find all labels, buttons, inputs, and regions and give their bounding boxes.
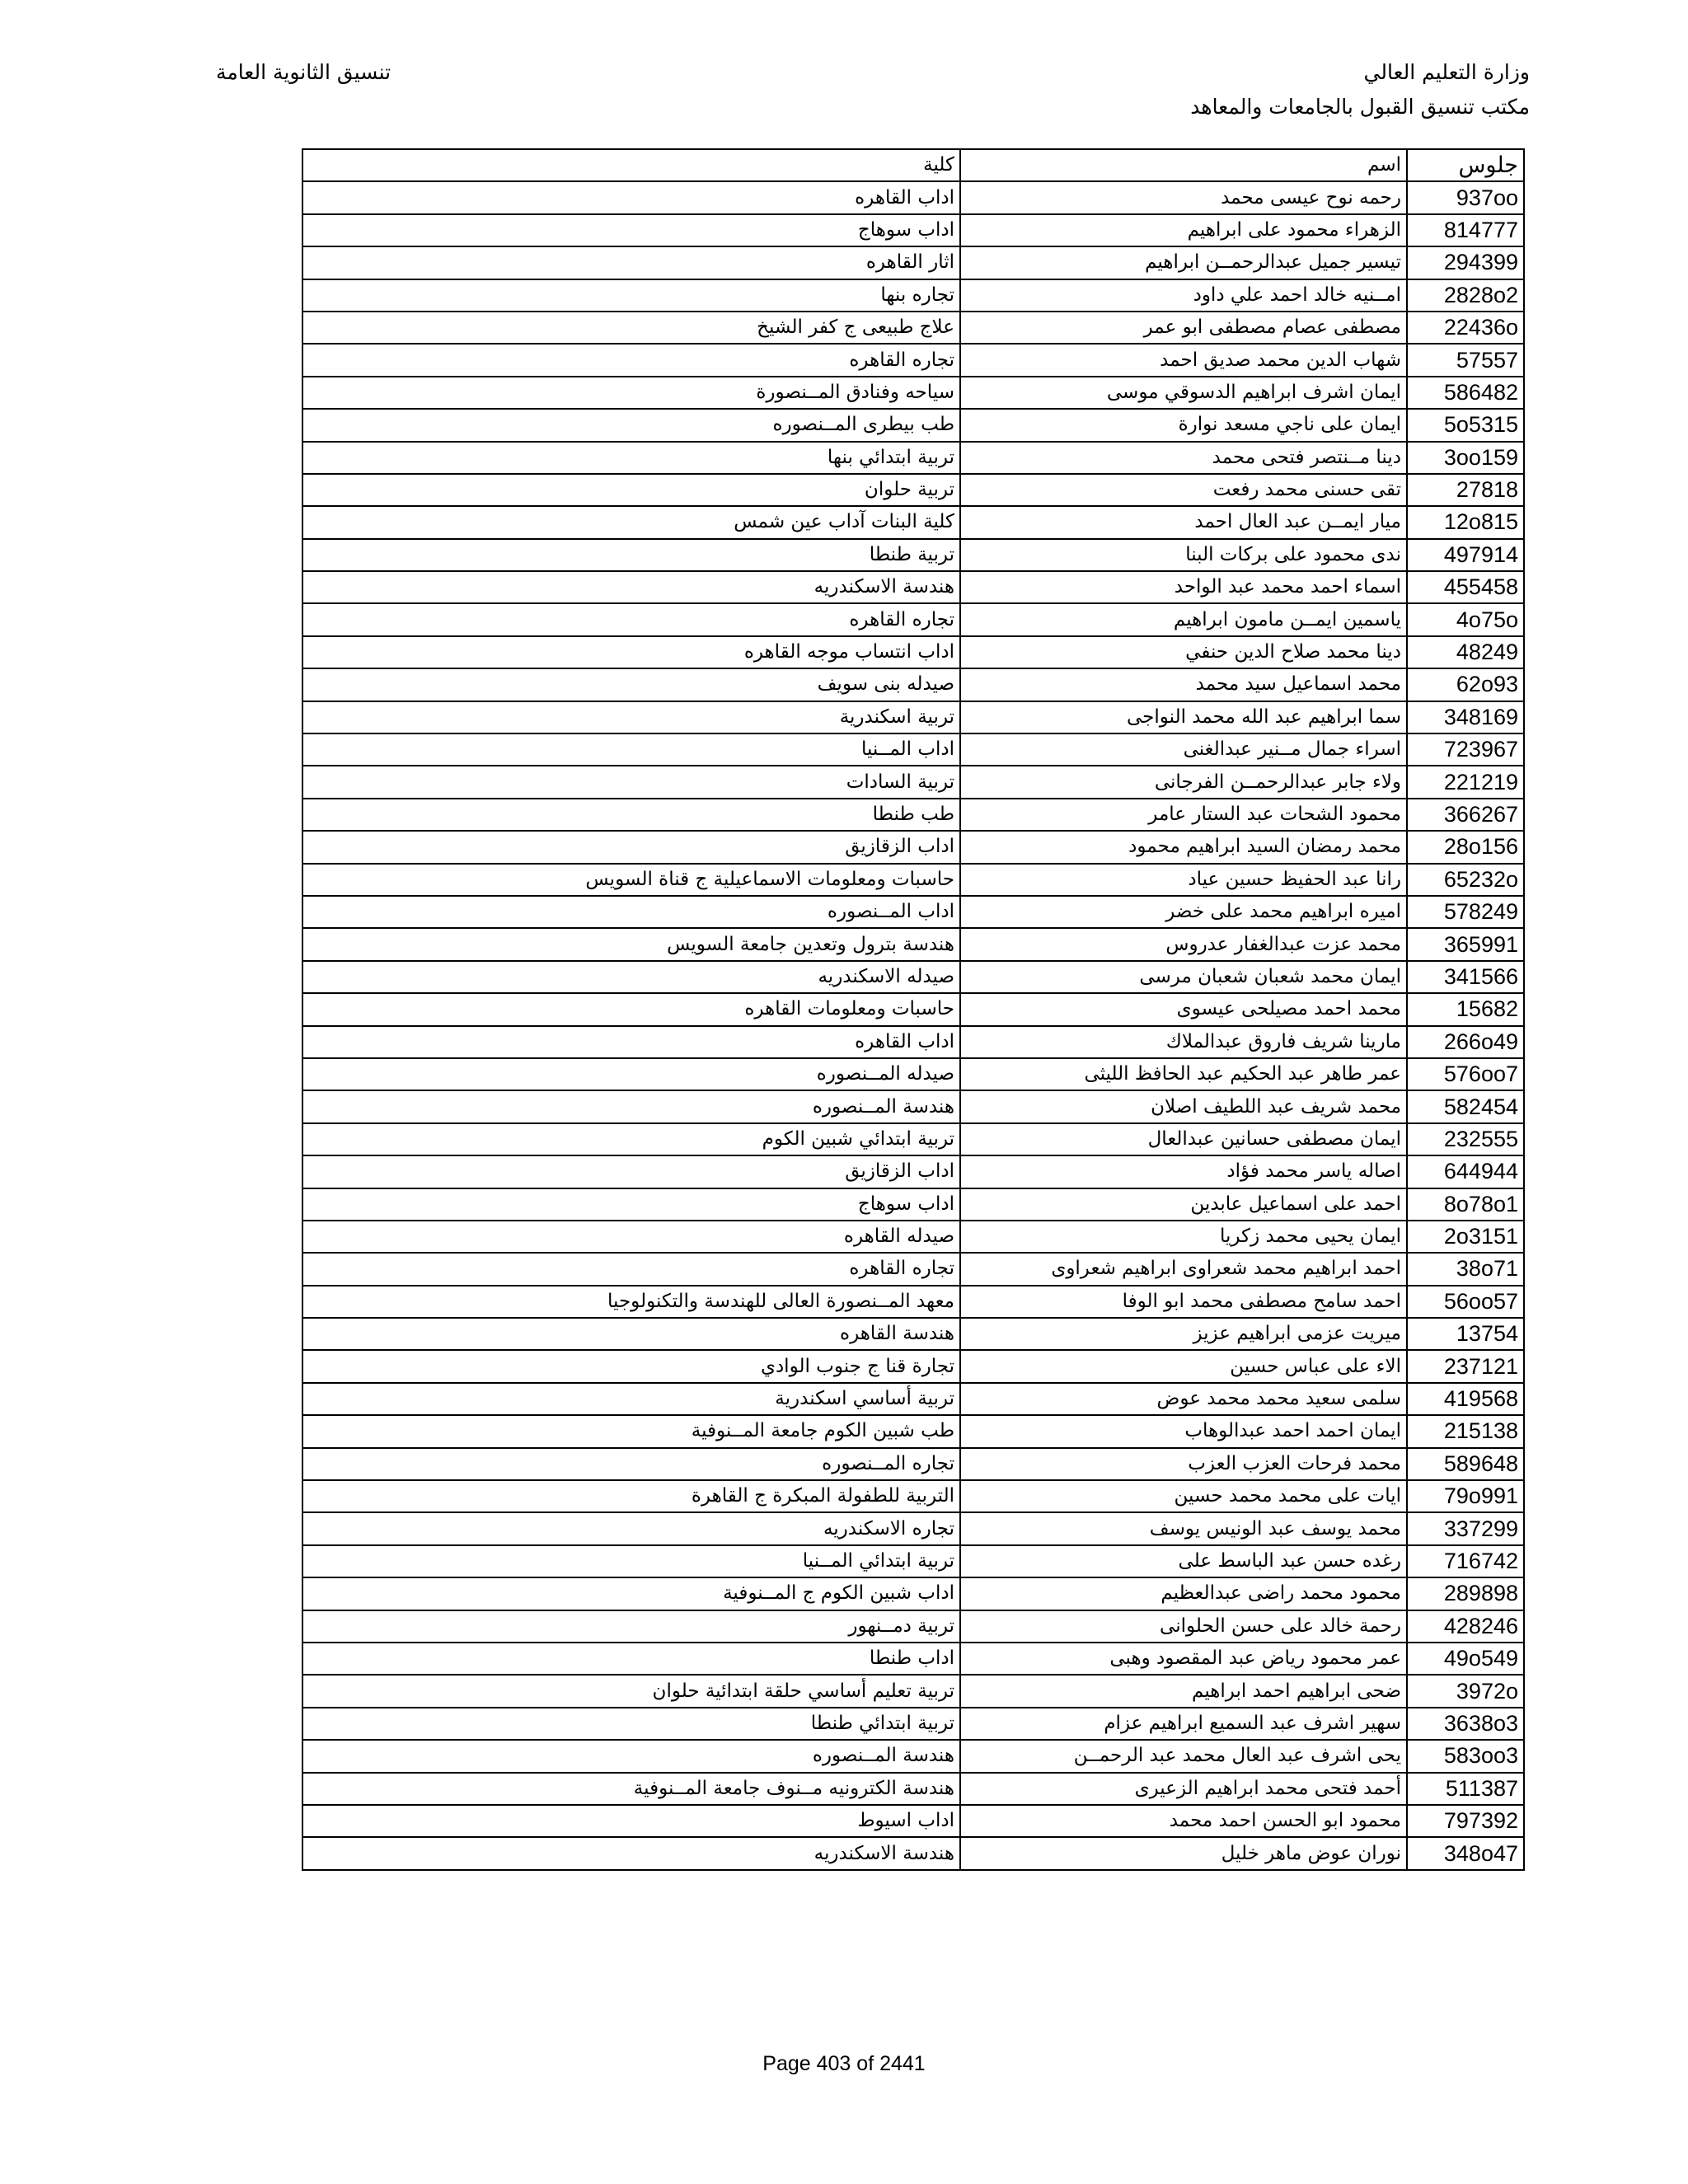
college-cell: هندسة بترول وتعدين جامعة السويس	[302, 928, 960, 960]
college-cell: اداب سوهاج	[302, 214, 960, 246]
table-row	[302, 506, 1524, 538]
seat-number-cell: 62o93	[1407, 668, 1524, 701]
student-name-cell: سلمى سعيد محمد محمد عوض	[960, 1383, 1407, 1415]
college-cell: تربية اسكندرية	[302, 701, 960, 733]
seat-number-cell: 221219	[1407, 766, 1524, 798]
table-row	[302, 409, 1524, 441]
table-row	[302, 1837, 1524, 1869]
seat-number-cell: 13754	[1407, 1318, 1524, 1350]
seat-number-cell: 38o71	[1407, 1253, 1524, 1285]
seat-number-cell: 576oo7	[1407, 1058, 1524, 1090]
table-row	[302, 1675, 1524, 1707]
page-number: Page 403 of 2441	[762, 2052, 926, 2075]
college-cell: طب بيطرى المــنصوره	[302, 409, 960, 441]
college-cell: تربية ابتدائي بنها	[302, 442, 960, 474]
student-name-cell: تيسير جميل عبدالرحمــن ابراهيم	[960, 246, 1407, 279]
seat-number-cell: 341566	[1407, 961, 1524, 993]
student-name-cell: محمود الشحات عبد الستار عامر	[960, 799, 1407, 831]
college-cell: حاسبات ومعلومات الاسماعيلية ج قناة السويس	[302, 864, 960, 896]
student-name-cell: عمر طاهر عبد الحكيم عبد الحافظ الليثى	[960, 1058, 1407, 1090]
student-name-cell: احمد على اسماعيل عابدين	[960, 1188, 1407, 1221]
document-title: تنسيق الثانوية العامة	[216, 60, 392, 84]
table-row	[302, 1610, 1524, 1643]
college-cell: اداب المــنصوره	[302, 896, 960, 928]
seat-number-cell: 582454	[1407, 1090, 1524, 1122]
college-cell: تجاره المــنصوره	[302, 1448, 960, 1480]
student-name-cell: يحى اشرف عبد العال محمد عبد الرحمــن	[960, 1740, 1407, 1772]
college-cell: تجاره القاهره	[302, 344, 960, 376]
college-cell: تربية تعليم أساسي حلقة ابتدائية حلوان	[302, 1675, 960, 1707]
college-cell: اداب المــنيا	[302, 733, 960, 766]
college-cell: تجاره القاهره	[302, 1253, 960, 1285]
table-row	[302, 1708, 1524, 1740]
table-row	[302, 1350, 1524, 1382]
student-name-cell: مصطفى عصام مصطفى ابو عمر	[960, 312, 1407, 344]
seat-number-cell: 49o549	[1407, 1643, 1524, 1675]
college-cell: هندسة الاسكندريه	[302, 571, 960, 603]
table-row	[302, 1545, 1524, 1577]
table-row	[302, 1805, 1524, 1837]
student-name-cell: ندى محمود على بركات البنا	[960, 539, 1407, 571]
college-cell: التربية للطفولة المبكرة ج القاهرة	[302, 1480, 960, 1512]
college-cell: تربية طنطا	[302, 539, 960, 571]
seat-number-cell: 716742	[1407, 1545, 1524, 1577]
table-row	[302, 1415, 1524, 1447]
seat-number-cell: 15682	[1407, 993, 1524, 1025]
student-name-cell: محمد فرحات العزب العزب	[960, 1448, 1407, 1480]
student-name-cell: محمود ابو الحسن احمد محمد	[960, 1805, 1407, 1837]
college-cell: حاسبات ومعلومات القاهره	[302, 993, 960, 1025]
student-name-cell: محمد عزت عبدالغفار عدروس	[960, 928, 1407, 960]
table-row	[302, 377, 1524, 409]
student-name-cell: سما ابراهيم عبد الله محمد النواجى	[960, 701, 1407, 733]
document-header-right	[1190, 58, 1530, 127]
table-row	[302, 1480, 1524, 1512]
table-row	[302, 733, 1524, 766]
seat-number-cell: 27818	[1407, 474, 1524, 506]
college-cell: اداب القاهره	[302, 181, 960, 213]
college-cell: هندسة الكترونيه مــنوف جامعة المــنوفية	[302, 1773, 960, 1805]
student-name-cell: محمد اسماعيل سيد محمد	[960, 668, 1407, 701]
table-row	[302, 246, 1524, 279]
seat-number-cell: 455458	[1407, 571, 1524, 603]
seat-number-cell: 365991	[1407, 928, 1524, 960]
table-row	[302, 831, 1524, 863]
seat-number-cell: 8o78o1	[1407, 1188, 1524, 1221]
seat-number-cell: 215138	[1407, 1415, 1524, 1447]
college-cell: هندسة الاسكندريه	[302, 1837, 960, 1869]
table-row	[302, 1643, 1524, 1675]
table-row	[302, 279, 1524, 312]
seat-number-cell: 5o5315	[1407, 409, 1524, 441]
student-name-cell: رانا عبد الحفيظ حسين عياد	[960, 864, 1407, 896]
student-name-cell: اسماء احمد محمد عبد الواحد	[960, 571, 1407, 603]
student-name-cell: محمد يوسف عبد الونيس يوسف	[960, 1512, 1407, 1544]
table-row	[302, 1286, 1524, 1318]
student-name-cell: محمد شريف عبد اللطيف اصلان	[960, 1090, 1407, 1122]
student-name-cell: احمد ابراهيم محمد شعراوى ابراهيم شعراوى	[960, 1253, 1407, 1285]
seat-number-cell: 937oo	[1407, 181, 1524, 213]
college-cell: تربية حلوان	[302, 474, 960, 506]
student-name-cell: اسراء جمال مــنير عبدالغنى	[960, 733, 1407, 766]
college-cell: سياحه وفنادق المــنصورة	[302, 377, 960, 409]
table-header-row	[302, 149, 1524, 181]
seat-number-cell: 2o3151	[1407, 1221, 1524, 1253]
college-cell: اداب انتساب موجه القاهره	[302, 636, 960, 668]
college-cell: صيدله القاهره	[302, 1221, 960, 1253]
seat-number-cell: 366267	[1407, 799, 1524, 831]
student-name-cell: الزهراء محمود على ابراهيم	[960, 214, 1407, 246]
student-name-cell: رغده حسن عبد الباسط على	[960, 1545, 1407, 1577]
table-row	[302, 636, 1524, 668]
table-row	[302, 961, 1524, 993]
table-row	[302, 1383, 1524, 1415]
seat-number-cell: 419568	[1407, 1383, 1524, 1415]
column-header-name: اسم	[960, 149, 1407, 181]
table-row	[302, 474, 1524, 506]
seat-number-cell: 814777	[1407, 214, 1524, 246]
seat-number-cell: 723967	[1407, 733, 1524, 766]
student-name-cell: ميار ايمــن عبد العال احمد	[960, 506, 1407, 538]
table-row	[302, 1318, 1524, 1350]
table-row	[302, 442, 1524, 474]
table-row	[302, 344, 1524, 376]
student-name-cell: ايمان احمد احمد عبدالوهاب	[960, 1415, 1407, 1447]
college-cell: تربية ابتدائي طنطا	[302, 1708, 960, 1740]
student-name-cell: دينا محمد صلاح الدين حنفي	[960, 636, 1407, 668]
student-name-cell: اميره ابراهيم محمد على خضر	[960, 896, 1407, 928]
seat-number-cell: 3638o3	[1407, 1708, 1524, 1740]
student-name-cell: ايمان على ناجي مسعد نوارة	[960, 409, 1407, 441]
seat-number-cell: 28o156	[1407, 831, 1524, 863]
table-row	[302, 603, 1524, 635]
table-row	[302, 1058, 1524, 1090]
student-name-cell: تقى حسنى محمد رفعت	[960, 474, 1407, 506]
table-row	[302, 1577, 1524, 1610]
student-name-cell: ولاء جابر عبدالرحمــن الفرجانى	[960, 766, 1407, 798]
student-name-cell: ايمان يحيى محمد زكريا	[960, 1221, 1407, 1253]
college-cell: تجاره الاسكندريه	[302, 1512, 960, 1544]
seat-number-cell: 337299	[1407, 1512, 1524, 1544]
table-row	[302, 1188, 1524, 1221]
table-row	[302, 864, 1524, 896]
table-row	[302, 1448, 1524, 1480]
student-name-cell: أحمد فتحى محمد ابراهيم الزعيرى	[960, 1773, 1407, 1805]
college-cell: تربية السادات	[302, 766, 960, 798]
table-row	[302, 896, 1524, 928]
seat-number-cell: 583oo3	[1407, 1740, 1524, 1772]
table-row	[302, 181, 1524, 213]
college-cell: طب شبين الكوم جامعة المــنوفية	[302, 1415, 960, 1447]
student-name-cell: مارينا شريف فاروق عبدالملاك	[960, 1026, 1407, 1058]
seat-number-cell: 348169	[1407, 701, 1524, 733]
ministry-name: وزارة التعليم العالي	[1363, 60, 1530, 84]
table-row	[302, 928, 1524, 960]
student-name-cell: امــنيه خالد احمد علي داود	[960, 279, 1407, 312]
college-cell: اثار القاهره	[302, 246, 960, 279]
student-name-cell: ميريت عزمى ابراهيم عزيز	[960, 1318, 1407, 1350]
table-row	[302, 701, 1524, 733]
college-cell: هندسة المــنصوره	[302, 1090, 960, 1122]
student-name-cell: محمد رمضان السيد ابراهيم محمود	[960, 831, 1407, 863]
college-cell: هندسة المــنصوره	[302, 1740, 960, 1772]
college-cell: معهد المــنصورة العالى للهندسة والتكنولوجيا	[302, 1286, 960, 1318]
seat-number-cell: 266o49	[1407, 1026, 1524, 1058]
college-cell: اداب اسيوط	[302, 1805, 960, 1837]
student-name-cell: ايمان محمد شعبان شعبان مرسى	[960, 961, 1407, 993]
student-name-cell: ضحى ابراهيم احمد ابراهيم	[960, 1675, 1407, 1707]
table-row	[302, 1740, 1524, 1772]
table-row	[302, 1773, 1524, 1805]
seat-number-cell: 3oo159	[1407, 442, 1524, 474]
seat-number-cell: 289898	[1407, 1577, 1524, 1610]
student-name-cell: سهير اشرف عبد السميع ابراهيم عزام	[960, 1708, 1407, 1740]
college-cell: اداب القاهره	[302, 1026, 960, 1058]
college-cell: هندسة القاهره	[302, 1318, 960, 1350]
seat-number-cell: 22436o	[1407, 312, 1524, 344]
seat-number-cell: 797392	[1407, 1805, 1524, 1837]
college-cell: اداب الزقازيق	[302, 1155, 960, 1188]
seat-number-cell: 232555	[1407, 1123, 1524, 1155]
table-row	[302, 1512, 1524, 1544]
seat-number-cell: 56oo57	[1407, 1286, 1524, 1318]
table-row	[302, 799, 1524, 831]
college-cell: اداب سوهاج	[302, 1188, 960, 1221]
seat-number-cell: 644944	[1407, 1155, 1524, 1188]
seat-number-cell: 578249	[1407, 896, 1524, 928]
table-row	[302, 1026, 1524, 1058]
seat-number-cell: 586482	[1407, 377, 1524, 409]
seat-number-cell: 348o47	[1407, 1837, 1524, 1869]
student-name-cell: شهاب الدين محمد صديق احمد	[960, 344, 1407, 376]
student-name-cell: رحمة خالد على حسن الحلوانى	[960, 1610, 1407, 1643]
college-cell: تجاره بنها	[302, 279, 960, 312]
college-cell: تربية أساسي اسكندرية	[302, 1383, 960, 1415]
student-name-cell: نوران عوض ماهر خليل	[960, 1837, 1407, 1869]
admissions-table	[302, 148, 1525, 1871]
table-row	[302, 1123, 1524, 1155]
table-row	[302, 1253, 1524, 1285]
student-name-cell: رحمه نوح عيسى محمد	[960, 181, 1407, 213]
table-row	[302, 668, 1524, 701]
college-cell: علاج طبيعى ج كفر الشيخ	[302, 312, 960, 344]
seat-number-cell: 48249	[1407, 636, 1524, 668]
college-cell: طب طنطا	[302, 799, 960, 831]
seat-number-cell: 65232o	[1407, 864, 1524, 896]
seat-number-cell: 497914	[1407, 539, 1524, 571]
table-row	[302, 1090, 1524, 1122]
college-cell: صيدله المــنصوره	[302, 1058, 960, 1090]
table-row	[302, 312, 1524, 344]
student-name-cell: ياسمين ايمــن مامون ابراهيم	[960, 603, 1407, 635]
college-cell: تربية ابتدائي المــنيا	[302, 1545, 960, 1577]
student-name-cell: ايمان مصطفى حسانين عبدالعال	[960, 1123, 1407, 1155]
student-name-cell: عمر محمود رياض عبد المقصود وهبى	[960, 1643, 1407, 1675]
student-name-cell: ايمان اشرف ابراهيم الدسوقي موسى	[960, 377, 1407, 409]
college-cell: اداب الزقازيق	[302, 831, 960, 863]
student-name-cell: ايات على محمد محمد حسين	[960, 1480, 1407, 1512]
seat-number-cell: 294399	[1407, 246, 1524, 279]
seat-number-cell: 428246	[1407, 1610, 1524, 1643]
college-cell: تربية ابتدائي شبين الكوم	[302, 1123, 960, 1155]
seat-number-cell: 4o75o	[1407, 603, 1524, 635]
student-name-cell: محمد احمد مصيلحى عيسوى	[960, 993, 1407, 1025]
college-cell: صيدله الاسكندريه	[302, 961, 960, 993]
table-body	[302, 181, 1524, 1869]
seat-number-cell: 57557	[1407, 344, 1524, 376]
table-row	[302, 1221, 1524, 1253]
college-cell: تجارة قنا ج جنوب الوادي	[302, 1350, 960, 1382]
college-cell: اداب طنطا	[302, 1643, 960, 1675]
table-row	[302, 1155, 1524, 1188]
college-cell: كلية البنات آداب عين شمس	[302, 506, 960, 538]
student-name-cell: دينا مــنتصر فتحى محمد	[960, 442, 1407, 474]
seat-number-cell: 2828o2	[1407, 279, 1524, 312]
college-cell: تجاره القاهره	[302, 603, 960, 635]
table-row	[302, 571, 1524, 603]
column-header-seat: جلوس	[1407, 149, 1524, 181]
student-name-cell: الاء على عباس حسين	[960, 1350, 1407, 1382]
table-row	[302, 539, 1524, 571]
office-name: مكتب تنسيق القبول بالجامعات والمعاهد	[1190, 95, 1530, 119]
table-row	[302, 766, 1524, 798]
college-cell: اداب شبين الكوم ج المــنوفية	[302, 1577, 960, 1610]
student-name-cell: اصاله ياسر محمد فؤاد	[960, 1155, 1407, 1188]
column-header-college: كلية	[302, 149, 960, 181]
seat-number-cell: 511387	[1407, 1773, 1524, 1805]
seat-number-cell: 589648	[1407, 1448, 1524, 1480]
seat-number-cell: 79o991	[1407, 1480, 1524, 1512]
table-row	[302, 993, 1524, 1025]
student-name-cell: احمد سامح مصطفى محمد ابو الوفا	[960, 1286, 1407, 1318]
seat-number-cell: 12o815	[1407, 506, 1524, 538]
student-name-cell: محمود محمد راضى عبدالعظيم	[960, 1577, 1407, 1610]
college-cell: تربية دمــنهور	[302, 1610, 960, 1643]
table-row	[302, 214, 1524, 246]
college-cell: صيدله بنى سويف	[302, 668, 960, 701]
seat-number-cell: 237121	[1407, 1350, 1524, 1382]
seat-number-cell: 3972o	[1407, 1675, 1524, 1707]
